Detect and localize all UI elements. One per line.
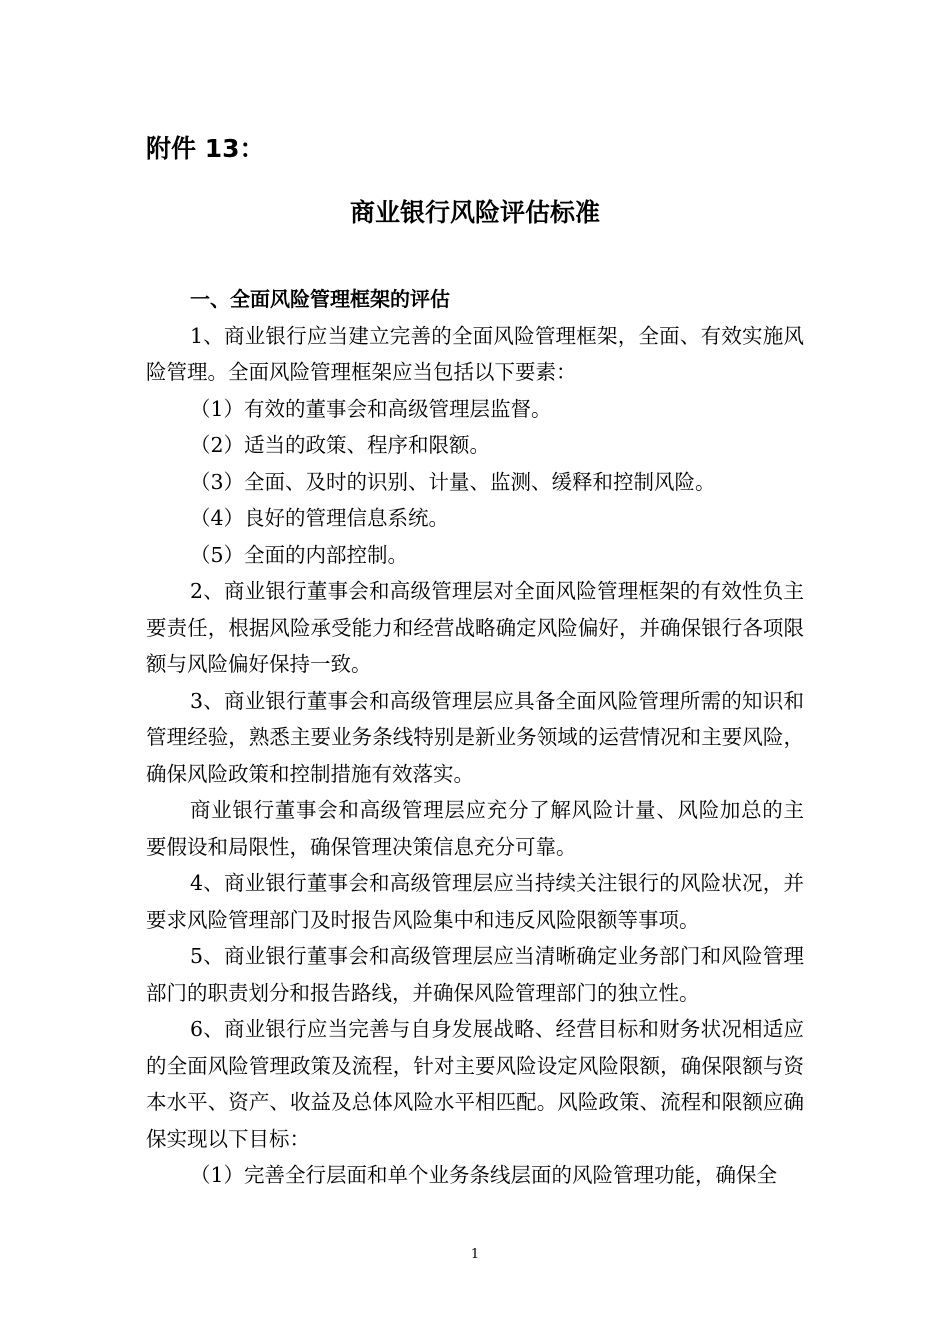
paragraph-2: 2、商业银行董事会和高级管理层对全面风险管理框架的有效性负主要责任，根据风险承受能力和经营战略确定风险偏好，并确保银行各项限额与风险偏好保持一致。 [146,579,804,676]
paragraph-1: 1、商业银行应当建立完善的全面风险管理框架，全面、有效实施风险管理。全面风险管理框架应当包括以下要素： [146,323,804,384]
document-body [146,281,804,1194]
list-item: （3）全面、及时的识别、计量、监测、缓释和控制风险。 [190,469,716,494]
paragraph-6: 6、商业银行应当完善与自身发展战略、经营目标和财务状况相适应的全面风险管理政策及流程，针对主要风险设定风险限额，确保限额与资本水平、资产、收益及总体风险水平相匹配。风险政策、流程和限额应确保实现以下目标： [146,1017,804,1151]
list-item: （2）适当的政策、程序和限额。 [190,433,491,457]
paragraph-4: 4、商业银行董事会和高级管理层应当持续关注银行的风险状况，并要求风险管理部门及时报告风险集中和违反风险限额等事项。 [146,871,804,932]
list-item: （5）全面的内部控制。 [190,542,409,567]
list-item: （4）良好的管理信息系统。 [190,506,450,530]
attachment-label: 附件 13： [146,134,265,163]
page-number: 1 [470,1247,480,1262]
list-item: （1）完善全行层面和单个业务条线层面的风险管理功能，确保全 [190,1163,778,1187]
list-item: （1）有效的董事会和高级管理层监督。 [190,396,552,421]
paragraph-3b: 商业银行董事会和高级管理层应充分了解风险计量、风险加总的主要假设和局限性，确保管理决策信息充分可靠。 [146,798,804,859]
paragraph-3: 3、商业银行董事会和高级管理层应具备全面风险管理所需的知识和管理经验，熟悉主要业务条线特别是新业务领域的运营情况和主要风险，确保风险政策和控制措施有效落实。 [146,688,804,786]
document-title: 商业银行风险评估标准 [349,198,600,227]
section-heading: 一、全面风险管理框架的评估 [190,287,450,311]
paragraph-5: 5、商业银行董事会和高级管理层应当清晰确定业务部门和风险管理部门的职责划分和报告路线，并确保风险管理部门的独立性。 [146,944,804,1005]
